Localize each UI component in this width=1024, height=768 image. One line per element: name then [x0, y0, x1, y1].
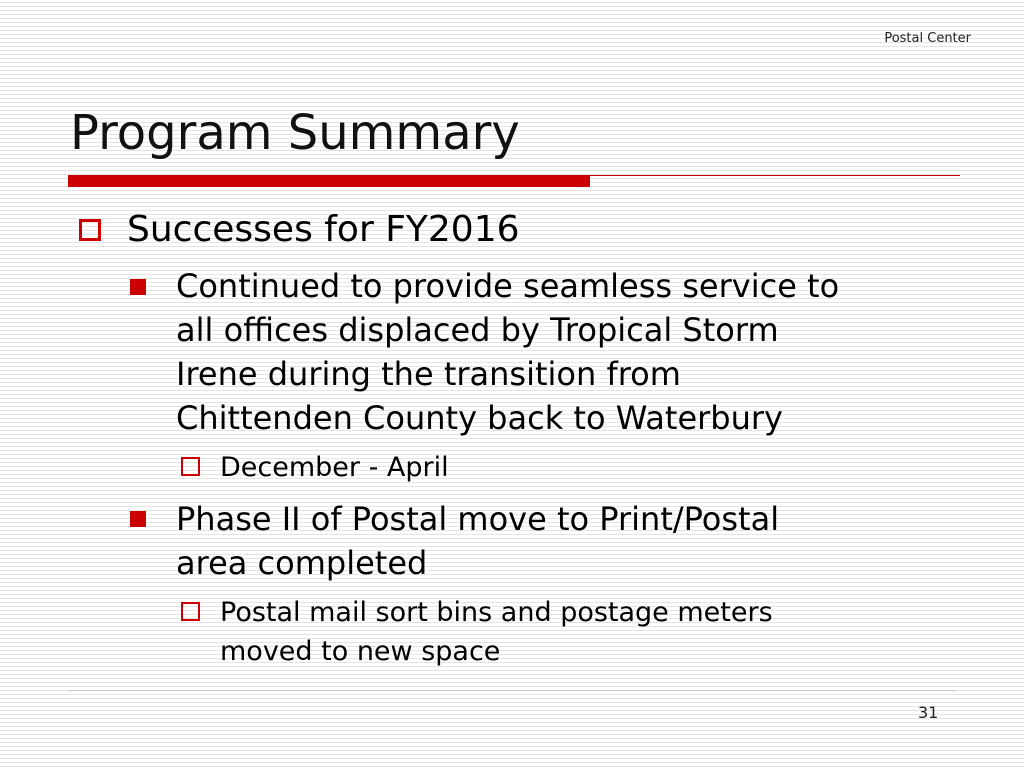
bullet-level3-item2-line2: moved to new space — [220, 636, 501, 667]
filled-square-bullet-icon — [130, 279, 146, 295]
title-underline-thick — [68, 175, 590, 187]
bullet-level2-item1-line3: Irene during the transition from — [176, 355, 681, 393]
bullet-level2-item1-line2: all offices displaced by Tropical Storm — [176, 311, 779, 349]
footer-divider — [68, 690, 956, 691]
bullet-level3-item1-text: December - April — [220, 452, 449, 483]
bullet-level2-item1-line1: Continued to provide seamless service to — [176, 267, 840, 305]
bullet-level3-item2-line1: Postal mail sort bins and postage meters — [220, 597, 773, 628]
bullet-level2-item1-line4: Chittenden County back to Waterbury — [176, 399, 783, 437]
slide-title: Program Summary — [70, 105, 520, 161]
bullet-level1-text: Successes for FY2016 — [127, 209, 520, 250]
bullet-level2-item2-line1: Phase II of Postal move to Print/Postal — [176, 500, 780, 538]
filled-square-bullet-icon — [130, 511, 146, 527]
hollow-square-bullet-icon — [181, 457, 200, 476]
title-underline-thin — [590, 175, 960, 176]
hollow-square-bullet-icon — [181, 602, 200, 621]
hollow-square-bullet-icon — [79, 219, 101, 241]
page-number: 31 — [918, 703, 939, 722]
header-label: Postal Center — [884, 31, 971, 46]
bullet-level2-item2-line2: area completed — [176, 544, 428, 582]
